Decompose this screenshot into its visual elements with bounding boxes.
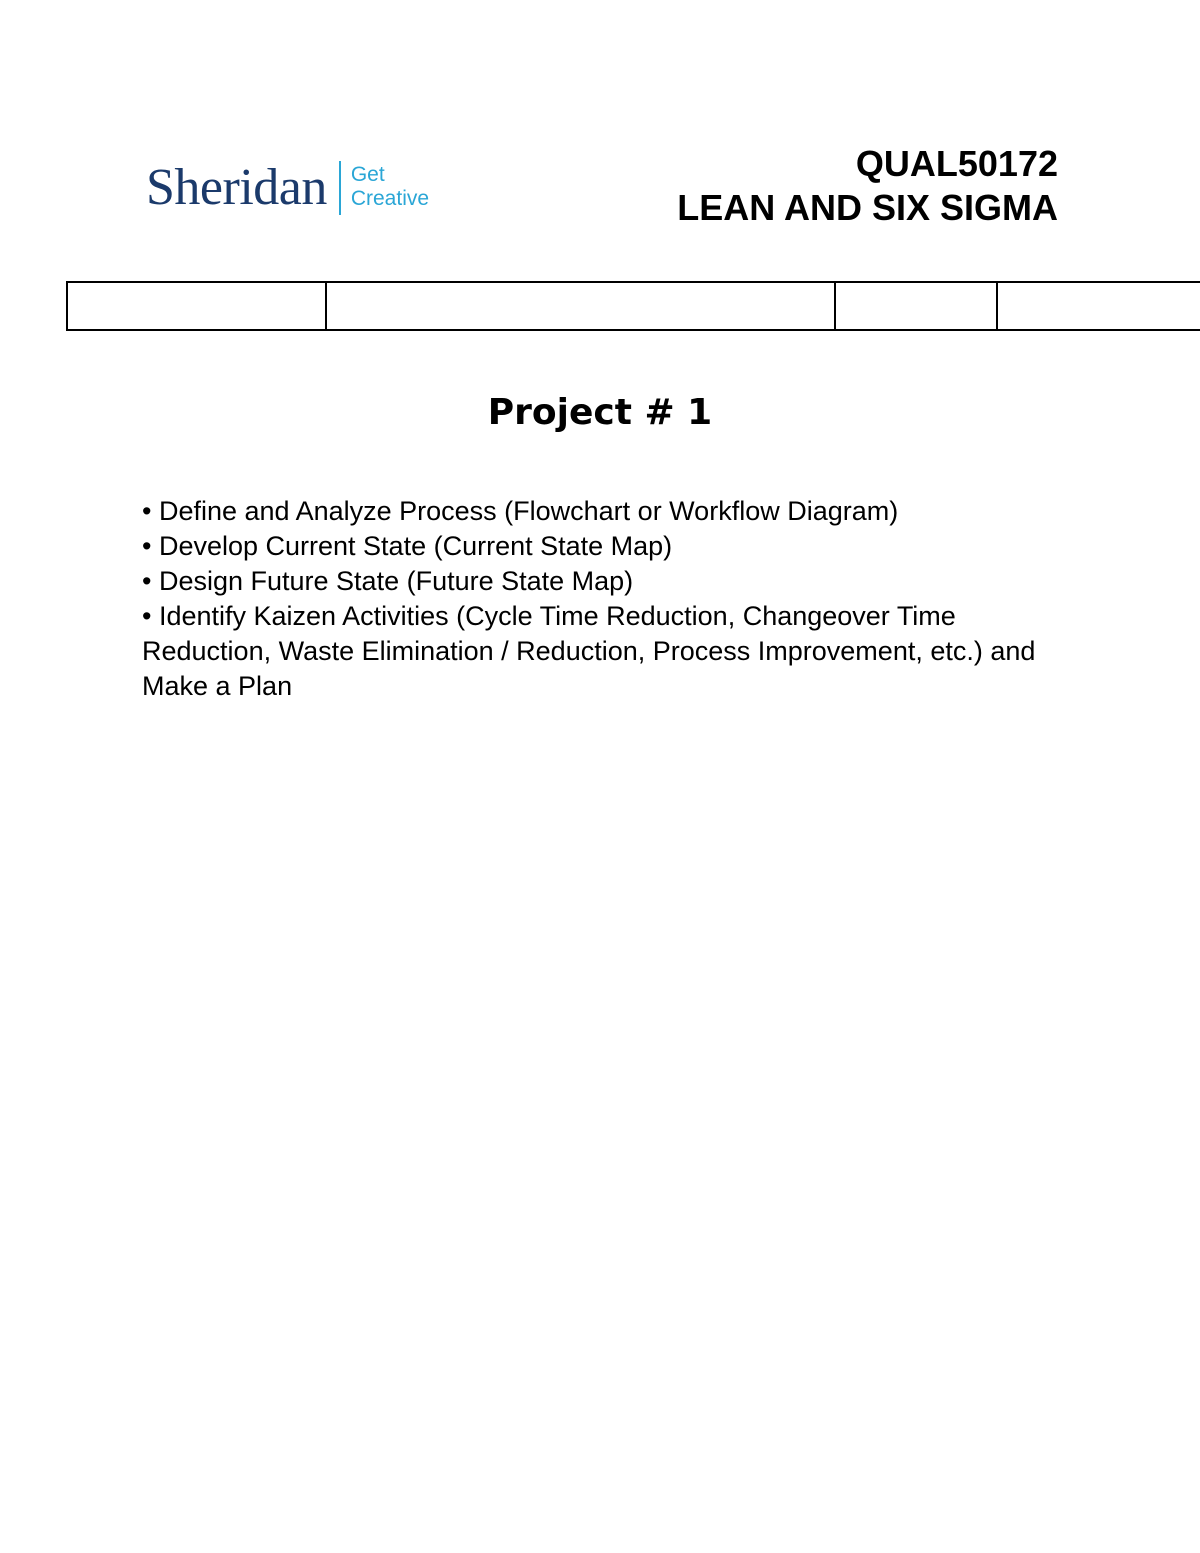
logo-tagline-line2: Creative — [350, 187, 430, 210]
list-item: • Define and Analyze Process (Flowchart or Workflow Diagram) — [142, 496, 899, 526]
info-cell-4 — [998, 283, 1200, 329]
course-heading — [677, 142, 1058, 230]
info-cell-2 — [327, 283, 836, 329]
project-title: Project # 1 — [487, 392, 713, 433]
list-item: • Identify Kaizen Activities (Cycle Time Reduction, Changeover Time Reduction, Waste Elimination / Reduction, Process Improvement, etc.) and Make a Plan — [142, 601, 1036, 701]
info-cell-3 — [836, 283, 998, 329]
logo-tagline — [351, 163, 429, 211]
info-cell-1 — [68, 283, 327, 329]
logo-tagline-line1: Get — [350, 163, 385, 186]
logo-name: Sheridan — [146, 159, 327, 216]
course-title: LEAN AND SIX SIGMA — [677, 187, 1058, 228]
list-item: • Develop Current State (Current State Map) — [142, 531, 673, 561]
sheridan-logo — [146, 158, 429, 218]
project-task-list — [142, 494, 1072, 704]
course-code: QUAL50172 — [855, 143, 1058, 184]
logo-divider — [339, 161, 341, 215]
list-item: • Design Future State (Future State Map) — [142, 566, 634, 596]
info-table — [66, 281, 1200, 331]
